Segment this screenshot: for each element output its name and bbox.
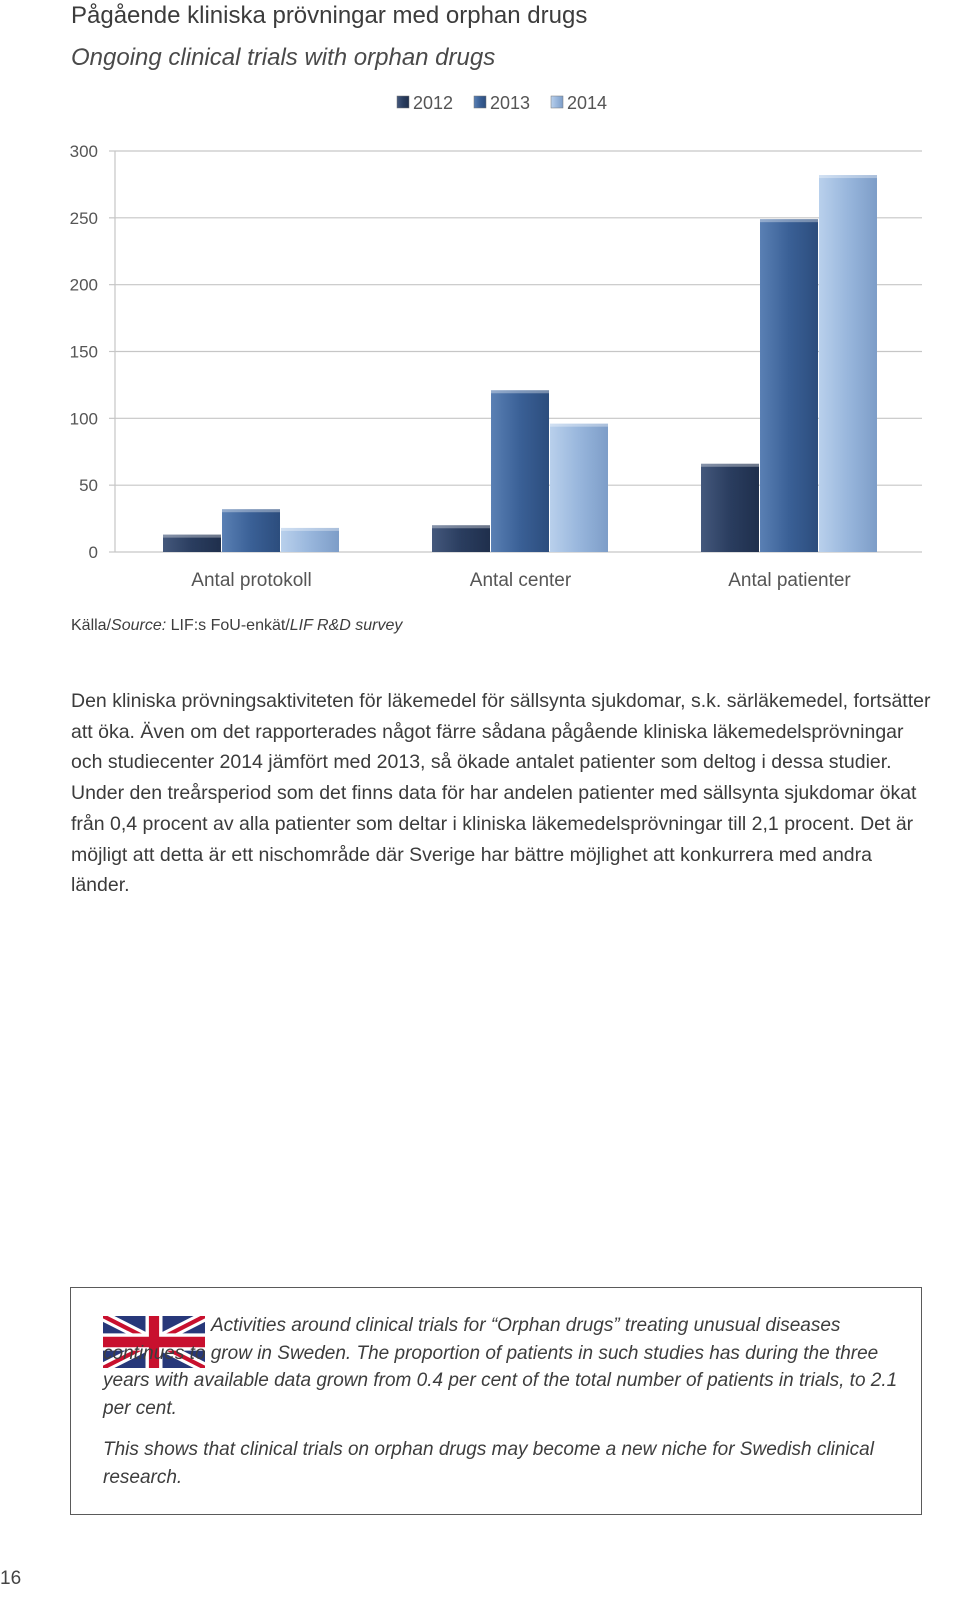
english-paragraph-2: This shows that clinical trials on orphan drugs may become a new niche for Swedish clinical research.: [103, 1439, 874, 1488]
svg-text:2012: 2012: [413, 93, 454, 113]
source-label-sv: Källa/: [71, 617, 112, 634]
x-axis-categories: [191, 570, 851, 591]
english-summary-box: [70, 1287, 922, 1515]
body-paragraph: Den kliniska prövningsaktiviteten för läkemedel för sällsynta sjukdomar, s.k. särläkemedel, fortsätter att öka. Även om det rapporterades något färre sådana pågående kliniska läkemedelsprövningar och studiecenter 2014 jämfört med 2013, så ökade antalet patienter som deltog i dessa studier. Under den treårsperiod som det finns data för har andelen patienter med sällsynta sjukdomar ökat från 0,4 procent av alla patienter som deltar i kliniska läkemedelsprövningar till 2,1 procent. Det är möjligt att detta är ett nischområde där Sverige har bättre möjlighet att konkurrera med andra länder.: [71, 690, 931, 897]
source-label-en: Source:: [111, 617, 167, 634]
y-tick-label: 300: [69, 142, 98, 161]
bar-2012: [432, 525, 490, 552]
legend-item-2014: [551, 93, 607, 113]
y-tick-label: 150: [69, 342, 98, 362]
category-label: Antal patienter: [728, 570, 851, 591]
legend: [397, 93, 607, 113]
y-axis-ticks: [70, 142, 98, 562]
bar-2014: [281, 528, 339, 552]
source-text-sv: LIF:s FoU-enkät/: [166, 617, 290, 634]
svg-text:2014: 2014: [567, 93, 608, 113]
y-tick-label: 0: [88, 543, 98, 562]
chart-title: Pågående kliniska prövningar med orphan drugs: [71, 2, 588, 29]
bar-2013: [222, 509, 280, 552]
english-paragraph-1: Activities around clinical trials for “Orphan drugs” treating unusual diseases continues to grow in Sweden. The proportion of patients in such studies has during the three years with available data grown from 0.4 per cent of the total number of patients in trials, to 2.1 per cent.: [103, 1315, 898, 1419]
y-tick-label: 100: [69, 409, 98, 429]
page-number: 16: [0, 1568, 22, 1589]
bar-2014: [819, 175, 877, 552]
bar-2013: [491, 390, 549, 552]
bar-2012: [163, 535, 221, 552]
source-note: [71, 617, 402, 635]
source-text-en: LIF R&D survey: [289, 617, 403, 634]
y-tick-label: 200: [69, 275, 98, 295]
bar-2013: [760, 219, 818, 552]
bar-2012: [701, 464, 759, 552]
y-tick-label: 50: [79, 476, 98, 496]
bars: [163, 175, 877, 552]
legend-item-2013: [474, 93, 530, 113]
bar-chart: [0, 80, 960, 600]
y-tick-label: 250: [69, 208, 98, 228]
legend-item-2012: [397, 93, 453, 113]
chart-subtitle: Ongoing clinical trials with orphan drugs: [71, 44, 496, 71]
category-label: Antal center: [469, 570, 572, 591]
category-label: Antal protokoll: [191, 570, 312, 591]
svg-text:2013: 2013: [490, 93, 531, 113]
bar-2014: [550, 424, 608, 552]
